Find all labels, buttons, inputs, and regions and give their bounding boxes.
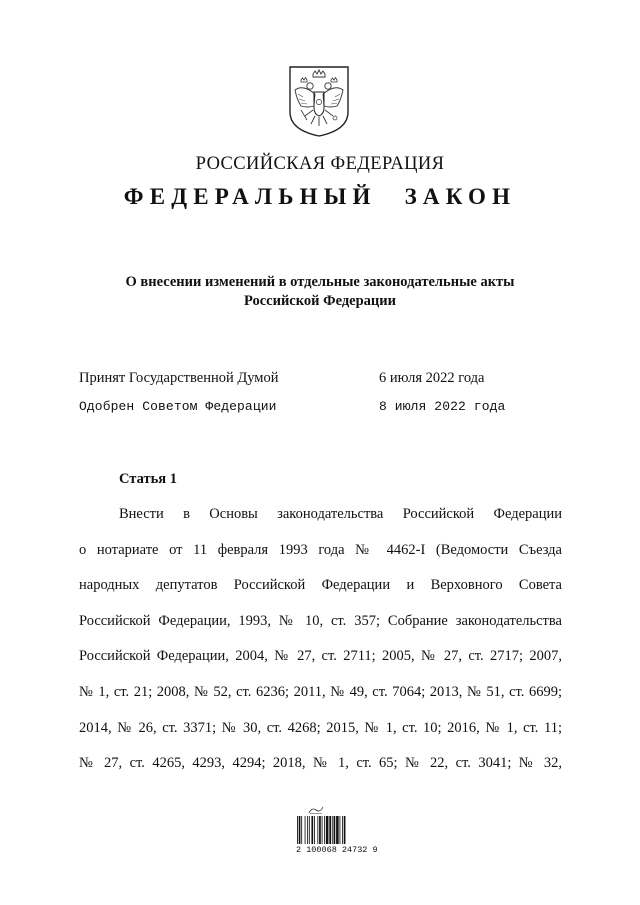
article-text-line: Российской Федерации, 2004, № 27, ст. 2711; 2005, № 27, ст. 2717; 2007, <box>79 648 562 665</box>
barcode-bar <box>299 816 301 844</box>
barcode-bar <box>344 816 346 844</box>
barcode-bar <box>332 816 333 844</box>
article-text-line: 2014, № 26, ст. 3371; № 30, ст. 4268; 2015, № 1, ст. 10; 2016, № 1, ст. 11; <box>79 719 562 736</box>
barcode-bar <box>340 816 341 844</box>
barcode-bar <box>307 816 308 844</box>
russian-coat-of-arms-icon <box>287 64 351 138</box>
barcode-bar <box>322 816 323 844</box>
law-title <box>60 273 580 311</box>
council-approval-date: 8 июля 2022 года <box>379 399 506 414</box>
article-text-line: № 27, ст. 4265, 4293, 4294; 2018, № 1, ст. 65; № 22, ст. 3041; № 32, <box>79 755 562 772</box>
barcode-bar <box>305 816 306 844</box>
barcode-bar <box>301 816 302 844</box>
print-mark-icon <box>308 806 324 814</box>
law-title-line: Российской Федерации <box>243 293 396 309</box>
barcode-bar <box>334 816 336 844</box>
article-text-line: о нотариате от 11 февраля 1993 года № 4462-I (Ведомости Съезда <box>79 541 562 558</box>
barcode-bar <box>324 816 325 844</box>
article-text-line: № 1, ст. 21; 2008, № 52, ст. 6236; 2011, № 49, ст. 7064; 2013, № 51, ст. 6699; <box>79 683 562 700</box>
barcode-bar <box>326 816 329 844</box>
article-text-line: Внести в Основы законодательства Российской Федерации <box>119 506 562 522</box>
duma-adoption-label: Принят Государственной Думой <box>79 370 279 386</box>
barcode-bar <box>319 816 321 844</box>
council-approval-label: Одобрен Советом Федерации <box>79 399 277 414</box>
article-body <box>79 504 562 789</box>
barcode-block <box>296 806 378 855</box>
barcode-bar <box>329 816 331 844</box>
barcode-bar <box>336 816 339 844</box>
barcode-bar <box>311 816 313 844</box>
barcode-icon <box>296 816 366 844</box>
article-text-line: Российской Федерации, 1993, № 10, ст. 357; Собрание законодательства <box>79 612 562 629</box>
article-heading: Статья 1 <box>119 471 177 487</box>
article-text-line: народных депутатов Российской Федерации и Верховного Совета <box>79 577 562 594</box>
barcode-bar <box>297 816 298 844</box>
duma-adoption-date: 6 июля 2022 года <box>379 370 485 386</box>
barcode-bar <box>314 816 315 844</box>
law-title-line: О внесении изменений в отдельные законодательные акты <box>125 274 515 290</box>
barcode-bar <box>309 816 310 844</box>
country-name: РОССИЙСКАЯ ФЕДЕРАЦИЯ <box>195 154 445 174</box>
document-type: ФЕДЕРАЛЬНЫЙ ЗАКОН <box>123 184 517 209</box>
barcode-number: 2 100068 24732 9 <box>296 845 378 855</box>
barcode-bar <box>317 816 318 844</box>
barcode-bar <box>342 816 343 844</box>
